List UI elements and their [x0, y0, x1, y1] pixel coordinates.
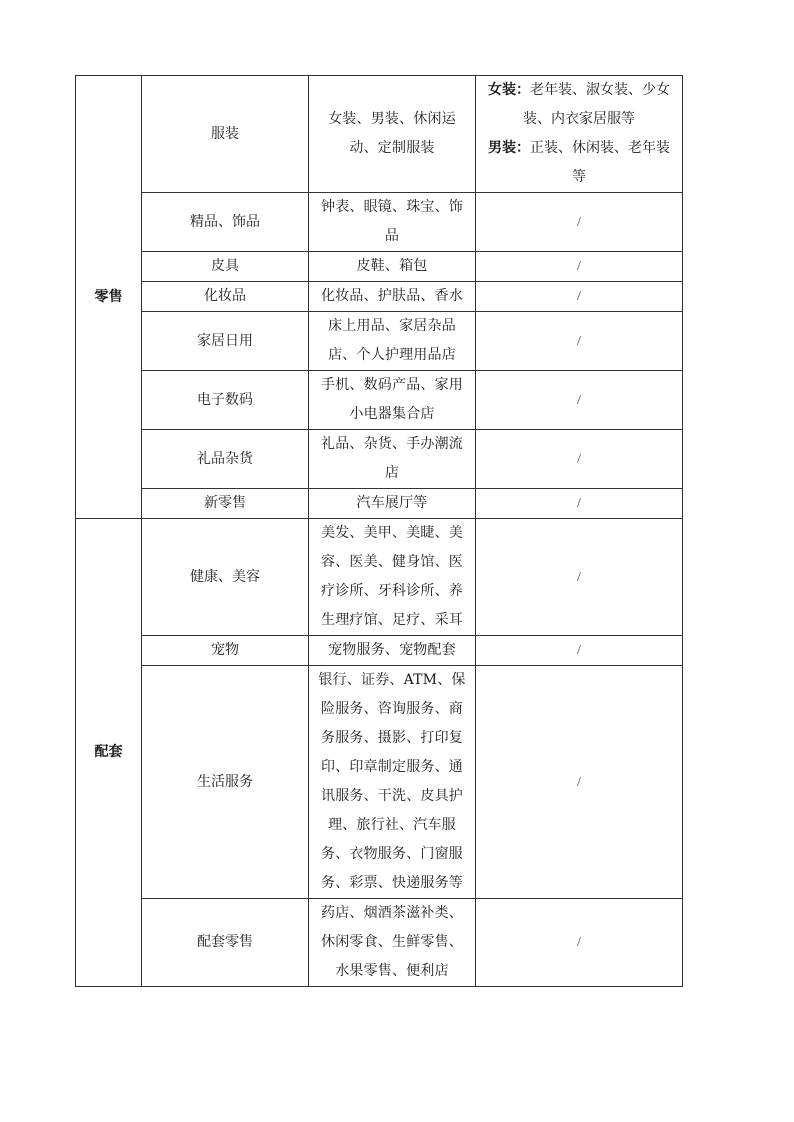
note-men: [482, 134, 676, 192]
subcategory-cell: 宠物: [142, 636, 309, 666]
table-row: [76, 666, 683, 899]
subcategory-cell: 精品、饰品: [142, 193, 309, 252]
business-category-table: [75, 75, 683, 987]
description-cell: 银行、证券、ATM、保险服务、咨询服务、商务服务、摄影、打印复印、印章制定服务、通讯服务、干洗、皮具护理、旅行社、汽车服务、衣物服务、门窗服务、彩票、快递服务等: [309, 666, 476, 899]
description-cell: 礼品、杂货、手办潮流店: [309, 430, 476, 489]
note-cell: /: [476, 371, 683, 430]
note-cell: /: [476, 193, 683, 252]
subcategory-cell: 生活服务: [142, 666, 309, 899]
note-men-text: 正装、休闲装、老年装等: [530, 140, 670, 185]
subcategory-cell: 新零售: [142, 489, 309, 519]
note-cell: /: [476, 312, 683, 371]
note-cell: /: [476, 636, 683, 666]
table-row: [76, 76, 683, 193]
description-cell: 皮鞋、箱包: [309, 252, 476, 282]
subcategory-cell: 家居日用: [142, 312, 309, 371]
note-cell: /: [476, 519, 683, 636]
description-cell: 药店、烟酒茶滋补类、休闲零食、生鲜零售、水果零售、便利店: [309, 899, 476, 987]
section-label-support: 配套: [76, 519, 142, 987]
note-cell: /: [476, 252, 683, 282]
subcategory-cell: 化妆品: [142, 282, 309, 312]
description-cell: 美发、美甲、美睫、美容、医美、健身馆、医疗诊所、牙科诊所、养生理疗馆、足疗、采耳: [309, 519, 476, 636]
subcategory-cell: 电子数码: [142, 371, 309, 430]
table-row: [76, 193, 683, 252]
note-women: [482, 76, 676, 134]
table-row: [76, 282, 683, 312]
description-cell: 宠物服务、宠物配套: [309, 636, 476, 666]
note-cell: [476, 76, 683, 193]
table-row: [76, 430, 683, 489]
table-row: [76, 489, 683, 519]
note-cell: /: [476, 899, 683, 987]
subcategory-cell: 配套零售: [142, 899, 309, 987]
table-row: [76, 312, 683, 371]
table-row: [76, 371, 683, 430]
description-cell: 床上用品、家居杂品店、个人护理用品店: [309, 312, 476, 371]
table-row: [76, 519, 683, 636]
subcategory-cell: 礼品杂货: [142, 430, 309, 489]
description-cell: 女装、男装、休闲运动、定制服装: [309, 76, 476, 193]
table-row: [76, 899, 683, 987]
subcategory-cell: 服装: [142, 76, 309, 193]
subcategory-cell: 健康、美容: [142, 519, 309, 636]
note-men-label: 男装：: [488, 140, 530, 156]
note-cell: /: [476, 282, 683, 312]
description-cell: 化妆品、护肤品、香水: [309, 282, 476, 312]
table-row: [76, 252, 683, 282]
note-women-label: 女装：: [488, 82, 530, 98]
note-cell: /: [476, 489, 683, 519]
table-row: [76, 636, 683, 666]
subcategory-cell: 皮具: [142, 252, 309, 282]
description-cell: 手机、数码产品、家用小电器集合店: [309, 371, 476, 430]
description-cell: 钟表、眼镜、珠宝、饰品: [309, 193, 476, 252]
note-cell: /: [476, 666, 683, 899]
description-cell: 汽车展厅等: [309, 489, 476, 519]
note-women-text: 老年装、淑女装、少女装、内衣家居服等: [523, 82, 670, 127]
section-label-retail: 零售: [76, 76, 142, 519]
note-cell: /: [476, 430, 683, 489]
